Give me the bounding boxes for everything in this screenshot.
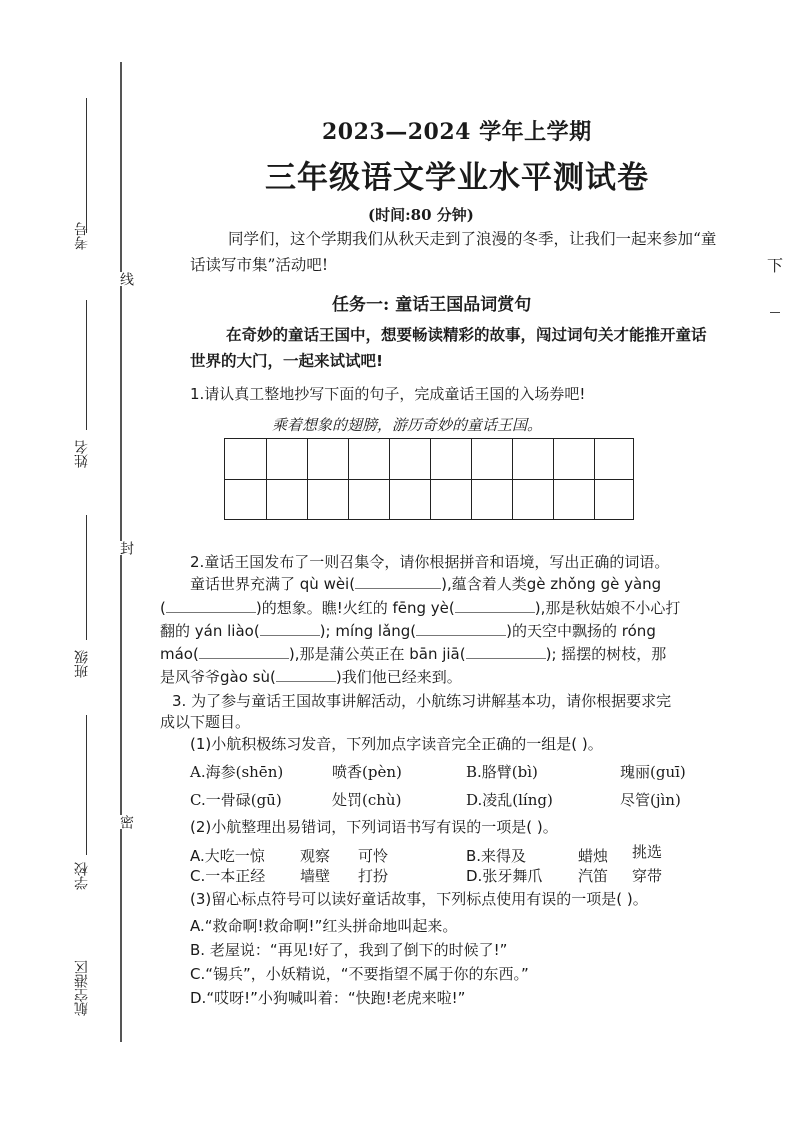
answer-blank[interactable] [199,658,289,659]
task-intro-line-2: 世界的大门，一起来试试吧! [190,352,384,370]
grid-column-line [307,439,308,519]
school-underline [86,715,87,855]
q3-sub1-option-b1[interactable]: B.胳臂(bì) [466,763,538,781]
margin-mark-line: 线 [118,272,134,286]
q3-sub2-option-a-word: 观察 [300,847,331,865]
q3-sub1-option-c1[interactable]: C.一骨碌(gū) [190,791,282,809]
q3-sub1-stem: (1)小航积极练习发音，下列加点字读音完全正确的一组是( )。 [190,735,603,753]
q2-text: )的想象。瞧!火红的 fēng yè( [255,599,455,617]
grid-column-line [594,439,595,519]
q3-sub1-option-a1[interactable]: A.海参(shēn) [190,763,284,781]
intro-line-1: 同学们，这个学期我们从秋天走到了浪漫的冬季，让我们一起来参加“童 [228,230,717,248]
q3-sub2-stem: (2)小航整理出易错词，下列词语书写有误的一项是( )。 [190,818,558,836]
margin-mark-secret: 密 [118,815,134,829]
q2-text: 童话世界充满了 qù wèi( [190,575,356,593]
name-underline [86,300,87,430]
school-label: 学校 [74,862,90,890]
q3-sub1-option-b2: 瑰丽(guī) [620,763,686,781]
q2-text: 翻的 yán liào( [160,622,260,640]
q3-sub1-option-d2: 尽管(jìn) [620,791,681,809]
q3-sub2-option-b-word: 挑选 [632,843,663,861]
margin-mark-seal: 封 [118,541,134,555]
question-2-line-2 [190,573,661,594]
q2-text: 是风爷爷gào sù( [160,668,276,686]
q3-sub3-option-b[interactable]: B. 老屋说：“再见!好了，我到了倒下的时候了!” [190,941,508,959]
q3-sub2-option-d[interactable]: D.张牙舞爪 [466,867,543,885]
q2-text: )的天空中飘扬的 róng [506,622,656,640]
task-intro-line-1: 在奇妙的童话王国中，想要畅读精彩的故事，闯过词句关才能推开童话 [226,326,707,344]
district-label: 航空港区 [74,960,90,1016]
answer-blank[interactable] [355,588,441,589]
q3-sub2-option-b[interactable]: B.来得及 [466,847,527,865]
writing-grid[interactable] [224,438,634,520]
name-label: 姓名 [74,440,90,468]
question-2-line-3 [160,597,680,618]
question-2-line-6 [160,666,462,687]
q3-sub2-option-c[interactable]: C.一本正经 [190,867,266,885]
time-note: (时间:80 分钟) [368,206,474,224]
q2-text: ),那是秋姑娘不小心打 [534,599,681,617]
grid-column-line [471,439,472,519]
q2-text: ( [160,599,166,617]
q2-text: ),蕴含着人类gè zhǒng gè yàng [441,575,662,593]
answer-blank[interactable] [416,635,506,636]
grid-column-line [389,439,390,519]
task-title: 任务一: 童话王国品词赏句 [332,295,532,315]
grid-column-line [512,439,513,519]
model-sentence: 乘着想象的翅膀，游历奇妙的童话王国。 [272,416,543,434]
main-title: 三年级语文学业水平测试卷 [265,160,649,196]
q3-sub3-option-a[interactable]: A.“救命啊!救命啊!”红头拼命地叫起来。 [190,917,458,935]
class-label: 班级 [74,650,90,678]
q3-sub2-option-b-word: 蜡烛 [578,847,609,865]
q3-sub2-option-c-word: 墙壁 [300,867,331,885]
exam-number-label: 考号 [74,222,90,250]
class-underline [86,515,87,640]
q3-sub2-option-d-word: 汽笛 [578,867,609,885]
answer-blank[interactable] [455,612,535,613]
q3-sub1-option-a2: 喷香(pèn) [332,763,402,781]
grid-column-line [348,439,349,519]
q2-text: máo( [160,645,199,663]
side-dash [770,312,780,313]
q3-sub3-option-d[interactable]: D.“哎呀!”小狗喊叫着：“快跑!老虎来啦!” [190,989,466,1007]
question-2-line-4 [160,620,656,641]
q3-sub2-option-c-word: 打扮 [358,867,389,885]
answer-blank[interactable] [276,681,336,682]
q3-sub3-stem: (3)留心标点符号可以读好童话故事，下列标点使用有误的一项是( )。 [190,890,648,908]
question-2-text: 2.童话王国发布了一则召集令，请你根据拼音和语境，写出正确的词语。 [190,553,670,571]
q2-text: ),那是蒲公英正在 bān jiā( [288,645,466,663]
q3-sub2-option-d-word: 穿带 [632,867,663,885]
answer-blank[interactable] [166,612,256,613]
answer-blank[interactable] [260,635,320,636]
question-3-text-2: 成以下题目。 [160,713,251,731]
q2-text: ); 摇摆的树枝，那 [545,645,667,663]
q2-text: )我们他已经来到。 [335,668,462,686]
answer-blank[interactable] [466,658,546,659]
question-2-line-5 [160,643,666,664]
q3-sub1-option-c2: 处罚(chù) [332,791,402,809]
exam-number-underline [86,98,87,233]
question-1-text: 1.请认真工整地抄写下面的句子，完成童话王国的入场券吧! [190,385,586,403]
grid-midline [225,479,633,480]
grid-column-line [266,439,267,519]
q3-sub2-option-a-word: 可怜 [358,847,389,865]
grid-column-line [553,439,554,519]
page-side-marker: 下 [767,256,784,275]
year-title: 2023—2024 学年上学期 [322,119,592,145]
intro-line-2: 话读写市集”活动吧! [190,256,329,274]
grid-column-line [430,439,431,519]
q2-text: ); míng lǎng( [319,622,417,640]
q3-sub3-option-c[interactable]: C.“锡兵”，小妖精说，“不要指望不属于你的东西。” [190,965,529,983]
question-3-text: 3. 为了参与童话王国故事讲解活动，小航练习讲解基本功，请你根据要求完 [172,692,672,710]
q3-sub1-option-d1[interactable]: D.凌乱(líng) [466,791,553,809]
q3-sub2-option-a[interactable]: A.大吃一惊 [190,847,265,865]
